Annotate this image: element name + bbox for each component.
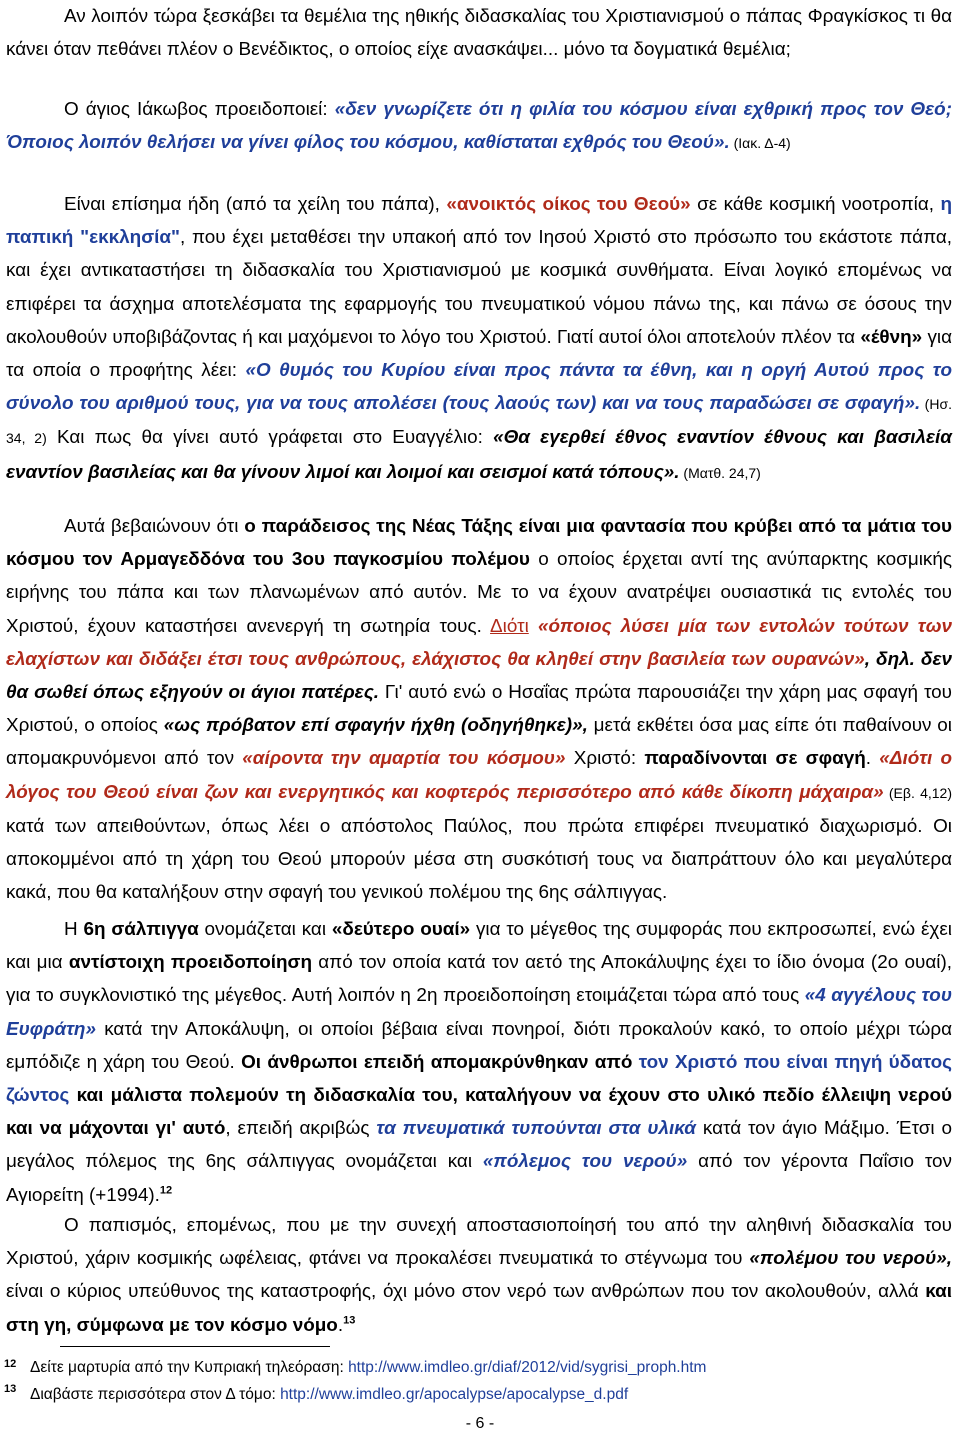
reference: (Ματθ. 24,7) bbox=[679, 464, 761, 481]
reference: (Ησ. 34, 2) bbox=[6, 396, 952, 447]
footnote-text: Δείτε μαρτυρία από την Κυπριακή τηλεόραση: bbox=[30, 1359, 349, 1376]
paragraph-6 bbox=[6, 1209, 952, 1342]
highlight: «έθνη» bbox=[860, 326, 923, 348]
text: για τα οποία ο προφήτης λέει: bbox=[6, 326, 953, 382]
text: , που έχει μεταθέσει την υπακοή από τον Ιησού Χριστό στο πρόσωπο του εκάστοτε πάπα, και έχει αντικαταστήσει τη διδασκαλία του Χριστιανισμού με κοσμικά συνθήματα. Είναι λογικό επομένως να επιφέρει τα άσχημα αποτελέσματα της εφαρμογής του πνευματικού νόμου πάνω της, και πάνω σε όσους την ακολουθούν υποβιβάζοντας ή και μαχόμενοι το λόγο του Χριστού. Γιατί αυτοί όλοι αποτελούν πλέον τα bbox=[6, 227, 953, 348]
page-number: - 6 - bbox=[465, 1415, 495, 1432]
quote: «όποιος λύσει μία των εντολών τούτων των ελαχίστων και διδάξει έτσι τους ανθρώπους, ελάχιστος θα κληθεί στην βασιλεία των ουρανών» bbox=[6, 615, 952, 670]
text: μετά εκθέτει όσα μας είπε ότι παθαίνουν οι απομακρυνόμενοι από τον bbox=[6, 715, 953, 770]
reference: (Εβ. 4,12) bbox=[883, 784, 953, 801]
emphasis: και μάλιστα πολεμούν τη διδασκαλία του, καταλήγουν να έχουν στο υλικό πεδίο έλλειψη νερού και να μάχονται γι' αυτό bbox=[6, 1085, 952, 1140]
text: . bbox=[865, 748, 880, 770]
text: από τον οποία κατά τον αετό της Αποκάλυψης έχει το ίδιο όνομα (2ο ουαί), για το συγκλονιστικό της μέγεθος. Αυτή λοιπόν η 2η προειδοποίηση ετοιμάζεται τώρα από τους bbox=[6, 952, 952, 1007]
footnote-link[interactable]: http://www.imdleo.gr/diaf/2012/vid/sygrisi_proph.htm bbox=[348, 1359, 707, 1376]
text: για το μέγεθος της συμφοράς που εκπροσωπεί, ενώ έχει και μια bbox=[6, 919, 952, 974]
emphasis: και στη γη, σύμφωνα με τον κόσμο bbox=[6, 1281, 952, 1336]
text: , επειδή ακριβώς bbox=[225, 1118, 377, 1140]
text: Είναι επίσημα ήδη (από τα χείλη του πάπα), bbox=[64, 194, 447, 215]
text: Γι' αυτό ενώ ο Ησαΐας πρώτα παρουσιάζει την χάρη μας σφαγή του Χριστού, ο οποίος bbox=[6, 682, 952, 737]
highlight: η παπική "εκκλησία" bbox=[6, 194, 952, 249]
paragraph-1 bbox=[6, 0, 952, 66]
quote-james: «δεν γνωρίζετε ότι η φιλία του κόσμου είναι εχθρική προς τον Θεό; Όποιος λοιπόν θελήσει να γίνει φίλος του κόσμου, καθίσταται εχθρός του Θεού». bbox=[6, 99, 952, 154]
quote: «4 αγγέλους του Ευφράτη» bbox=[6, 985, 952, 1040]
highlight: Διότι bbox=[490, 615, 529, 637]
quote: τα πνευματικά τυπούνται στα υλικά bbox=[376, 1118, 696, 1140]
highlight: «ανοικτός οίκος του Θεού» bbox=[446, 194, 691, 215]
emphasis: «δεύτερο ουαί» bbox=[331, 919, 471, 940]
text: σε κάθε κοσμική νοοτροπία, bbox=[690, 194, 941, 215]
text: Και πως θα γίνει αυτό γράφεται στο Ευαγγέλιο: bbox=[46, 427, 494, 449]
text: κατά τον άγιο Μάξιμο. Έτσι ο μεγάλος πόλεμος της 6ης σάλπιγγας ονομάζεται και bbox=[6, 1118, 952, 1173]
emphasis: αντίστοιχη προειδοποίηση bbox=[68, 952, 313, 974]
emphasis: , δηλ. δεν θα σωθεί όπως εξηγούν οι άγιοι πατέρες. bbox=[6, 648, 952, 704]
text: ο οποίος έρχεται αντί της ανύπαρκτης κοσμικής ειρήνης του πάπα και των πλανωμένων από αυτόν. Με το να έχουν ανατρέψει ουσιαστικά τις εντολές του Χριστού, έχουν καταστήσει ανενεργή τη σωτηρία τους. bbox=[6, 549, 952, 637]
footnote-text: Διαβάστε περισσότερα στον Δ τόμο: bbox=[30, 1386, 281, 1403]
footnote-ref[interactable]: 13 bbox=[343, 1314, 356, 1327]
text: Χριστό: bbox=[565, 748, 645, 770]
quote-isaiah: «Ο θυμός του Κυρίου είναι προς πάντα τα έθνη, και η οργή Αυτού προς το σύνολο του αριθμού τους, για να τους απολέσει (τους λαούς των) και να τους παραδώσει σε σφαγή». bbox=[6, 360, 953, 415]
paragraph-5 bbox=[6, 913, 952, 1212]
quote: «πόλεμος του νερού» bbox=[482, 1151, 688, 1173]
emphasis: Οι άνθρωποι επειδή απομακρύνθηκαν από bbox=[241, 1051, 633, 1073]
emphasis: νόμο bbox=[292, 1314, 338, 1336]
highlight: τον Χριστό που είναι πηγή ύδατος ζώντος bbox=[6, 1051, 952, 1107]
text: . bbox=[337, 1314, 344, 1336]
text: Ο παπισμός, επομένως, που με την συνεχή αποστασιοποίησή του από την αληθινή διδασκαλία του Χριστού, χάριν κοσμικής ωφέλειας, φτάνει να προκαλέσει πνευματικά το στέγνωμα του bbox=[6, 1215, 952, 1270]
text: Ο άγιος Ιάκωβος προειδοποιεί: bbox=[64, 99, 335, 120]
footnote-separator bbox=[60, 1346, 330, 1347]
quote: «ως πρόβατον επί σφαγήν ήχθη (οδηγήθηκε)», bbox=[163, 715, 588, 737]
footnote-ref[interactable]: 12 bbox=[159, 1184, 173, 1197]
paragraph-4 bbox=[6, 510, 952, 909]
footnote-13 bbox=[4, 1385, 628, 1405]
quote-hebrews: «Διότι ο λόγος του Θεού είναι ζων και ενεργητικός και κοφτερός περισσότερο από κάθε δίκοπη μάχαιρα» bbox=[6, 748, 953, 803]
reference: (Ιακ. Δ-4) bbox=[729, 135, 791, 152]
emphasis: παραδίνονται σε σφαγή bbox=[644, 748, 866, 770]
text: κατά την Αποκάλυψη, οι οποίοι βέβαια είναι πονηροί, διότι προκαλούν κακό, το οποίο μέχρι τώρα εμπόδιζε η χάρη του Θεού. bbox=[6, 1018, 952, 1073]
emphasis: 6η σάλπιγγα bbox=[83, 919, 199, 940]
emphasis: ο παράδεισος της Νέας Τάξης είναι μια φαντασία που κρύβει από τα μάτια του κόσμου τον Αρμαγεδδόνα του 3ου παγκοσμίου πολέμου bbox=[6, 516, 952, 571]
footnote-link[interactable]: http://www.imdleo.gr/apocalypse/apocalypse_d.pdf bbox=[280, 1386, 629, 1403]
text: Αν λοιπόν τώρα ξεσκάβει τα θεμέλια της ηθικής διδασκαλίας του Χριστιανισμού ο πάπας Φραγκίσκος τι θα κάνει όταν πεθάνει πλέον ο Βενέδικτος, ο οποίος είχε ανασκάψει... μόνο τα δογματικά θεμέλια; bbox=[6, 6, 952, 61]
footnote-12 bbox=[4, 1358, 706, 1378]
footnote-number: 12 bbox=[4, 1358, 17, 1370]
quote: «αίροντα την αμαρτία του κόσμου» bbox=[242, 748, 566, 770]
text: από τον γέροντα Παΐσιο τον Αγιορείτη (+1994). bbox=[6, 1151, 952, 1206]
text: Η bbox=[64, 919, 84, 940]
paragraph-3 bbox=[6, 188, 952, 490]
text: κατά των απειθούντων, όπως λέει ο απόστολος Παύλος, που πρώτα επιφέρει πνευματικό διαχωρισμό. Οι αποκομμένοι από τη χάρη του Θεού μπορούν μέσα στη συσκότισή τους να διαπράττουν όλο και μεγαλύτερα κακά, που θα καταλήξουν στην σφαγή του γενικού πολέμου της 6ης σάλπιγγας. bbox=[6, 815, 952, 904]
text: είναι ο κύριος υπεύθυνος της καταστροφής, όχι μόνο στον νερό των ανθρώπων που τον ακολουθούν, αλλά bbox=[6, 1281, 926, 1303]
text: Αυτά βεβαιώνουν ότι bbox=[64, 516, 245, 537]
quote-matthew: «Θα εγερθεί έθνος εναντίον έθνους και βασιλεία εναντίον βασιλείας και θα γίνουν λιμοί και λοιμοί και σεισμοί κατά τόπους». bbox=[6, 427, 952, 483]
text: ονομάζεται και bbox=[198, 919, 332, 940]
quote: «πολέμου του νερού», bbox=[749, 1248, 952, 1270]
paragraph-2 bbox=[6, 93, 952, 160]
footnote-number: 13 bbox=[4, 1383, 17, 1395]
